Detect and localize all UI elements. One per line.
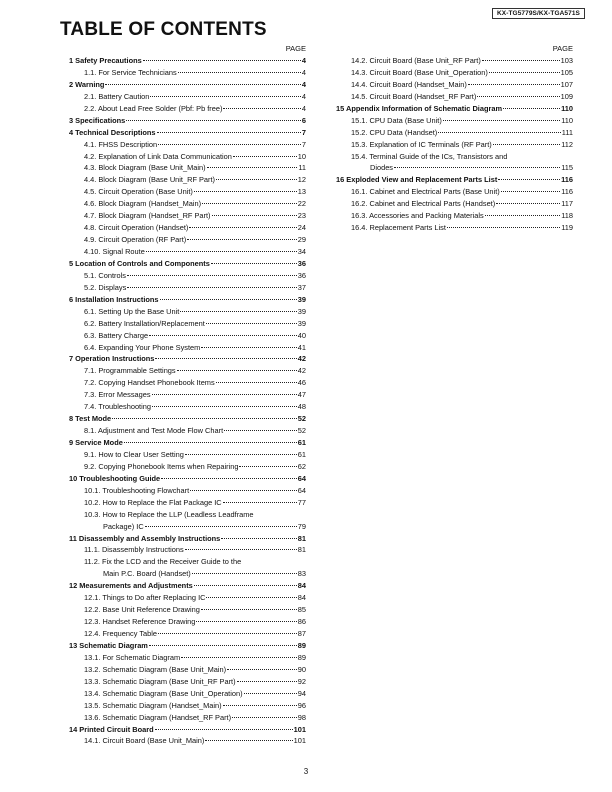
toc-entry-label: 6.3. Battery Charge — [84, 330, 149, 340]
toc-entry-label: 6.1. Setting Up the Base Unit — [84, 306, 180, 316]
toc-entry[interactable] — [66, 377, 306, 389]
toc-entry-label: 11.2. Fix the LCD and the Receiver Guide to the — [84, 557, 242, 567]
dot-leader — [127, 275, 297, 276]
toc-entry-page: 81 — [297, 545, 306, 555]
dot-leader — [202, 203, 297, 204]
toc-entry[interactable] — [333, 79, 573, 91]
toc-entry-label: 12.4. Frequency Table — [84, 629, 157, 638]
dot-leader — [157, 132, 301, 133]
dot-leader — [150, 96, 301, 97]
toc-entry[interactable] — [66, 162, 306, 174]
dot-leader — [152, 406, 297, 407]
toc-entry-label: 6.2. Battery Installation/Replacement — [84, 318, 205, 328]
toc-entry-label: 13.2. Schematic Diagram (Base Unit_Main) — [84, 664, 227, 674]
dot-leader — [185, 454, 297, 455]
toc-entry-label: 2 Warning — [69, 79, 105, 89]
toc-entry-page: 94 — [297, 688, 306, 698]
toc-column-left — [66, 43, 306, 747]
toc-entry[interactable] — [66, 342, 306, 354]
dot-leader — [152, 394, 297, 395]
toc-entry-label: 13 Schematic Diagram — [69, 640, 148, 650]
toc-entry-page: 105 — [560, 67, 573, 77]
toc-entry-page: 12 — [297, 175, 306, 185]
toc-entry[interactable] — [66, 688, 306, 700]
toc-entry[interactable] — [66, 210, 306, 222]
toc-entry-page: 52 — [297, 414, 306, 424]
toc-entry-page: 84 — [297, 581, 306, 591]
toc-entry-label: 1.1. For Service Technicians — [84, 67, 177, 77]
toc-entry[interactable] — [66, 55, 306, 67]
toc-entry-page: 89 — [297, 640, 306, 650]
toc-entry-label: 11.1. Disassembly Instructions — [84, 545, 184, 555]
toc-entry-page: 7 — [301, 127, 306, 137]
toc-entry[interactable] — [66, 735, 306, 747]
toc-entry-label: 16 Exploded View and Replacement Parts List — [336, 175, 498, 185]
toc-entry-page: 110 — [561, 103, 573, 113]
toc-entry-page: 4 — [301, 56, 306, 65]
dot-leader — [161, 478, 297, 479]
toc-entry-page: 86 — [297, 617, 306, 627]
dot-leader — [223, 502, 297, 503]
toc-entry-page: 85 — [297, 605, 306, 615]
toc-entry[interactable] — [66, 234, 306, 246]
toc-entry-label: 11 Disassembly and Assembly Instructions — [69, 533, 221, 543]
toc-entry-page: 117 — [561, 199, 573, 209]
toc-entry-page: 118 — [561, 211, 573, 221]
toc-entry[interactable] — [66, 485, 306, 497]
dot-leader — [149, 335, 297, 336]
toc-entry-page: 29 — [297, 235, 306, 245]
toc-entry-label: 1 Safety Precautions — [69, 56, 142, 65]
toc-entries — [333, 55, 573, 234]
toc-entry[interactable] — [66, 640, 306, 652]
dot-leader — [468, 84, 560, 85]
toc-entry-label: 13.5. Schematic Diagram (Handset_Main) — [84, 700, 222, 710]
toc-entry-label: 15 Appendix Information of Schematic Diagram — [336, 103, 503, 113]
dot-leader — [158, 633, 297, 634]
dot-leader — [177, 370, 297, 371]
toc-entry-page: 112 — [561, 139, 573, 149]
dot-leader — [185, 549, 297, 550]
toc-entry-label: 13.3. Schematic Diagram (Base Unit_RF Part) — [84, 676, 236, 686]
toc-entry-label: 4.2. Explanation of Link Data Communication — [84, 151, 232, 161]
dot-leader — [489, 72, 560, 73]
toc-entry-page: 119 — [561, 223, 573, 233]
toc-entry-label: 8.1. Adjustment and Test Mode Flow Chart — [84, 426, 224, 436]
dot-leader — [196, 621, 296, 622]
toc-entry-page: 37 — [297, 282, 306, 292]
toc-entry-label: 14.1. Circuit Board (Base Unit_Main) — [84, 736, 205, 746]
toc-entry[interactable] — [333, 198, 573, 210]
toc-entry-label: 15.4. Terminal Guide of the ICs, Transistors and — [351, 151, 508, 161]
page-title: TABLE OF CONTENTS — [60, 19, 267, 40]
dot-leader — [178, 72, 301, 73]
toc-entry-page: 92 — [297, 676, 306, 686]
toc-entry-label: 7.3. Error Messages — [84, 390, 151, 400]
toc-entry[interactable] — [66, 306, 306, 318]
toc-entry-label: 4.8. Circuit Operation (Handset) — [84, 223, 189, 233]
toc-entry-page: 103 — [560, 56, 573, 65]
dot-leader — [394, 167, 560, 168]
toc-entry[interactable] — [66, 198, 306, 210]
toc-entry[interactable] — [66, 139, 306, 151]
toc-entry-page: 6 — [301, 115, 306, 125]
toc-entry-label: 15.1. CPU Data (Base Unit) — [351, 115, 442, 125]
toc-entry[interactable] — [66, 425, 306, 437]
dot-leader — [205, 740, 292, 741]
dot-leader — [244, 693, 297, 694]
toc-entry-page: 4 — [301, 103, 306, 113]
toc-entry[interactable] — [66, 461, 306, 473]
toc-entry[interactable] — [66, 592, 306, 604]
toc-entry[interactable] — [333, 174, 573, 186]
toc-entry-page: 41 — [297, 342, 306, 352]
dot-leader — [216, 179, 297, 180]
dot-leader — [126, 120, 301, 121]
toc-entry-page: 81 — [297, 533, 306, 543]
toc-entry-page: 79 — [297, 521, 306, 531]
toc-entry-label: 14 Printed Circuit Board — [69, 724, 154, 734]
toc-entry-label: 4.3. Block Diagram (Base Unit_Main) — [84, 163, 206, 173]
toc-entry-label: 3 Specifications — [69, 115, 126, 125]
toc-entry-page: 36 — [297, 258, 306, 268]
toc-entry[interactable] — [66, 652, 306, 664]
dot-leader — [496, 203, 560, 204]
toc-entry[interactable] — [66, 389, 306, 401]
dot-leader — [127, 287, 296, 288]
toc-entry[interactable] — [333, 91, 573, 103]
toc-entry[interactable] — [333, 186, 573, 198]
toc-entry-page: 46 — [297, 378, 306, 388]
toc-entry-page: 40 — [297, 330, 306, 340]
dot-leader — [221, 538, 296, 539]
dot-leader — [194, 585, 297, 586]
toc-entry-page: 109 — [560, 91, 573, 101]
toc-entry[interactable] — [66, 628, 306, 640]
toc-entry-label: 10.3. How to Replace the LLP (Leadless Leadframe — [84, 509, 254, 519]
dot-leader — [211, 263, 297, 264]
toc-entry-page: 23 — [297, 211, 306, 221]
dot-leader — [155, 729, 293, 730]
toc-entry[interactable] — [66, 353, 306, 365]
dot-leader — [232, 717, 297, 718]
toc-entry-page: 89 — [297, 652, 306, 662]
toc-entry[interactable] — [66, 533, 306, 545]
dot-leader — [447, 227, 560, 228]
dot-leader — [112, 418, 297, 419]
toc-entry-label: 16.4. Replacement Parts List — [351, 223, 446, 233]
toc-entry-page: 39 — [297, 294, 306, 304]
page-column-label: PAGE — [285, 44, 306, 53]
toc-entry-label: 14.2. Circuit Board (Base Unit_RF Part) — [351, 56, 481, 65]
toc-entry-page: 39 — [297, 318, 306, 328]
toc-entry[interactable] — [333, 115, 573, 127]
toc-entry[interactable] — [66, 330, 306, 342]
toc-entry-label: 13.1. For Schematic Diagram — [84, 652, 181, 662]
toc-entry-label: 16.1. Cabinet and Electrical Parts (Base Unit) — [351, 187, 500, 197]
dot-leader — [498, 179, 560, 180]
toc-entry-page: 42 — [297, 354, 306, 364]
toc-entry-label: 4.4. Block Diagram (Base Unit_RF Part) — [84, 175, 216, 185]
toc-entry[interactable] — [66, 103, 306, 115]
toc-entry-label: 14.5. Circuit Board (Handset_RF Part) — [351, 91, 477, 101]
toc-entry-label: 10.1. Troubleshooting Flowchart — [84, 485, 190, 495]
dot-leader — [160, 299, 297, 300]
toc-entry-page: 87 — [297, 629, 306, 638]
dot-leader — [124, 442, 297, 443]
dot-leader — [237, 681, 297, 682]
toc-entry[interactable] — [66, 222, 306, 234]
toc-entry-label: 2.2. About Lead Free Solder (Pbf: Pb free) — [84, 103, 223, 113]
toc-entry[interactable] — [66, 318, 306, 330]
dot-leader — [187, 239, 296, 240]
dot-leader — [149, 645, 297, 646]
dot-leader — [443, 120, 560, 121]
toc-entry[interactable] — [333, 162, 573, 174]
toc-entry-label: 12.2. Base Unit Reference Drawing — [84, 605, 200, 615]
toc-entry-page: 64 — [297, 485, 306, 495]
toc-entry-page: 4 — [301, 79, 306, 89]
toc-entry-label: 7.1. Programmable Settings — [84, 366, 176, 376]
toc-entry[interactable] — [333, 210, 573, 222]
toc-entry-label: 10 Troubleshooting Guide — [69, 473, 161, 483]
toc-entry-label: 4.9. Circuit Operation (RF Part) — [84, 235, 187, 245]
toc-entry[interactable] — [66, 413, 306, 425]
toc-entry-page: 4 — [301, 91, 306, 101]
toc-entry-page: 34 — [297, 247, 306, 256]
dot-leader — [192, 573, 297, 574]
toc-entry[interactable] — [66, 664, 306, 676]
toc-entry-label: 9.1. How to Clear User Setting — [84, 449, 184, 459]
toc-entry-label: 8 Test Mode — [69, 414, 112, 424]
toc-entry-label: 14.4. Circuit Board (Handset_Main) — [351, 79, 467, 89]
toc-entry[interactable] — [66, 700, 306, 712]
toc-entry[interactable] — [66, 151, 306, 163]
dot-leader — [201, 609, 297, 610]
toc-entry[interactable] — [66, 556, 306, 568]
toc-entry-page: 111 — [561, 127, 573, 137]
toc-entry[interactable] — [66, 91, 306, 103]
toc-entry[interactable] — [66, 174, 306, 186]
toc-entry-page: 24 — [297, 223, 306, 233]
toc-entry-page: 61 — [297, 438, 306, 447]
dot-leader — [181, 657, 297, 658]
toc-entry-page: 13 — [297, 187, 306, 197]
toc-entry-label: 7.4. Troubleshooting — [84, 402, 151, 412]
dot-leader — [207, 167, 298, 168]
toc-entry-page: 101 — [293, 724, 306, 734]
toc-entry-page: 10 — [297, 151, 306, 161]
toc-entry[interactable] — [333, 67, 573, 79]
page-number: 3 — [303, 767, 309, 776]
dot-leader — [224, 430, 297, 431]
dot-leader — [158, 144, 301, 145]
toc-entry-page: 61 — [297, 449, 306, 459]
toc-column-right — [333, 43, 573, 234]
toc-entry[interactable] — [66, 270, 306, 282]
dot-leader — [501, 191, 560, 192]
toc-entry-page: 7 — [301, 139, 306, 149]
toc-entry[interactable] — [66, 294, 306, 306]
toc-entry[interactable] — [66, 79, 306, 91]
toc-entry[interactable] — [66, 580, 306, 592]
toc-entry-page: 4 — [301, 67, 306, 77]
toc-entry-page: 83 — [297, 569, 306, 579]
toc-entry-label: 6 Installation Instructions — [69, 294, 159, 304]
dot-leader — [180, 311, 296, 312]
toc-entry-label: 2.1. Battery Caution — [84, 91, 150, 101]
dot-leader — [485, 215, 561, 216]
dot-leader — [145, 526, 297, 527]
dot-leader — [482, 60, 560, 61]
toc-entry-page: 96 — [297, 700, 306, 710]
toc-entry-page: 90 — [297, 664, 306, 674]
toc-entry-page: 11 — [298, 163, 306, 173]
toc-entry-page: 39 — [297, 306, 306, 316]
model-number-box: KX-TG5779S/KX-TGA571S — [492, 8, 585, 19]
toc-entry-page: 116 — [561, 175, 573, 185]
toc-entry[interactable] — [66, 544, 306, 556]
toc-entry[interactable] — [66, 712, 306, 724]
toc-entry-label: 12 Measurements and Adjustments — [69, 581, 193, 591]
toc-entry-page: 48 — [297, 402, 306, 412]
dot-leader — [223, 705, 297, 706]
toc-entry-label: 15.2. CPU Data (Handset) — [351, 127, 438, 137]
toc-entry[interactable] — [66, 604, 306, 616]
toc-entry-page: 47 — [297, 390, 306, 400]
toc-entry-page: 52 — [297, 426, 306, 436]
toc-entry-page: 110 — [561, 115, 573, 125]
toc-entry[interactable] — [66, 568, 306, 580]
dot-leader — [239, 466, 296, 467]
toc-entry-label: 10.2. How to Replace the Flat Package IC — [84, 497, 222, 507]
toc-entry-page: 84 — [297, 593, 306, 603]
toc-entry[interactable] — [66, 509, 306, 521]
toc-entry-label: 4.6. Block Diagram (Handset_Main) — [84, 199, 202, 209]
toc-entry-label: 4.10. Signal Route — [84, 247, 145, 256]
toc-entry-label: 4 Technical Descriptions — [69, 127, 156, 137]
toc-entry[interactable] — [66, 616, 306, 628]
dot-leader — [438, 132, 561, 133]
toc-entry-label: 16.3. Accessories and Packing Materials — [351, 211, 484, 221]
dot-leader — [503, 108, 560, 109]
toc-entry[interactable] — [333, 55, 573, 67]
toc-entry[interactable] — [66, 67, 306, 79]
toc-entry[interactable] — [66, 282, 306, 294]
toc-entry-label: 7 Operation Instructions — [69, 354, 155, 364]
toc-entry-page: 101 — [293, 736, 306, 746]
toc-entry[interactable] — [66, 521, 306, 533]
dot-leader — [143, 60, 301, 61]
toc-entry[interactable] — [333, 127, 573, 139]
toc-entry[interactable] — [66, 258, 306, 270]
dot-leader — [223, 108, 300, 109]
toc-entry-label: 5.1. Controls — [84, 270, 126, 280]
toc-entry-label: 15.3. Explanation of IC Terminals (RF Part) — [351, 139, 492, 149]
toc-entry-label: 14.3. Circuit Board (Base Unit_Operation) — [351, 67, 488, 77]
dot-leader — [212, 215, 297, 216]
toc-entry[interactable] — [66, 246, 306, 258]
dot-leader — [201, 347, 296, 348]
toc-entry-label: Package) IC — [103, 521, 144, 531]
dot-leader — [206, 323, 297, 324]
toc-entries — [66, 55, 306, 747]
toc-entry-label: 5 Location of Controls and Components — [69, 258, 210, 268]
toc-entry-label: 6.4. Expanding Your Phone System — [84, 342, 201, 352]
toc-entry[interactable] — [333, 139, 573, 151]
toc-entry-label: 7.2. Copying Handset Phonebook Items — [84, 378, 215, 388]
toc-entry[interactable] — [66, 401, 306, 413]
toc-entry-label: 16.2. Cabinet and Electrical Parts (Handset) — [351, 199, 496, 209]
toc-entry-label: 4.1. FHSS Description — [84, 139, 158, 149]
dot-leader — [493, 144, 560, 145]
toc-entry-page: 64 — [297, 473, 306, 483]
toc-entry[interactable] — [333, 103, 573, 115]
toc-entry[interactable] — [66, 473, 306, 485]
dot-leader — [155, 358, 296, 359]
toc-entry-page: 107 — [560, 79, 573, 89]
dot-leader — [189, 227, 296, 228]
dot-leader — [233, 156, 297, 157]
dot-leader — [190, 490, 297, 491]
toc-entry[interactable] — [66, 449, 306, 461]
dot-leader — [206, 597, 296, 598]
toc-entry-label: 12.1. Things to Do after Replacing IC — [84, 593, 206, 603]
toc-entry-label: 13.4. Schematic Diagram (Base Unit_Operation) — [84, 688, 243, 698]
toc-entry-label: 4.7. Block Diagram (Handset_RF Part) — [84, 211, 211, 221]
toc-entry-label: 5.2. Displays — [84, 282, 127, 292]
toc-entry[interactable] — [66, 365, 306, 377]
toc-entry[interactable] — [66, 437, 306, 449]
toc-entry[interactable] — [66, 676, 306, 688]
toc-entry-page: 36 — [297, 270, 306, 280]
toc-entry-label: Diodes — [370, 163, 394, 173]
toc-entry[interactable] — [333, 151, 573, 163]
dot-leader — [216, 382, 297, 383]
page-column-label: PAGE — [552, 44, 573, 53]
dot-leader — [105, 84, 300, 85]
dot-leader — [146, 251, 297, 252]
toc-entry-label: Main P.C. Board (Handset) — [103, 569, 191, 579]
dot-leader — [477, 96, 559, 97]
toc-entry[interactable] — [66, 115, 306, 127]
toc-entry-page: 98 — [297, 712, 306, 722]
toc-entry[interactable] — [66, 724, 306, 736]
toc-entry[interactable] — [333, 222, 573, 234]
toc-entry-label: 9 Service Mode — [69, 438, 123, 447]
dot-leader — [227, 669, 297, 670]
toc-entry[interactable] — [66, 186, 306, 198]
toc-entry-label: 9.2. Copying Phonebook Items when Repairing — [84, 461, 239, 471]
toc-entry-page: 115 — [561, 163, 573, 173]
toc-entry[interactable] — [66, 127, 306, 139]
toc-entry-label: 4.5. Circuit Operation (Base Unit) — [84, 187, 193, 197]
toc-entry-page: 22 — [297, 199, 306, 209]
dot-leader — [194, 191, 297, 192]
toc-entry-page: 42 — [297, 366, 306, 376]
toc-entry[interactable] — [66, 497, 306, 509]
toc-entry-label: 12.3. Handset Reference Drawing — [84, 617, 196, 627]
toc-entry-page: 116 — [561, 187, 573, 197]
toc-entry-page: 77 — [297, 497, 306, 507]
toc-entry-page: 62 — [297, 461, 306, 471]
toc-entry-label: 13.6. Schematic Diagram (Handset_RF Part) — [84, 712, 232, 722]
